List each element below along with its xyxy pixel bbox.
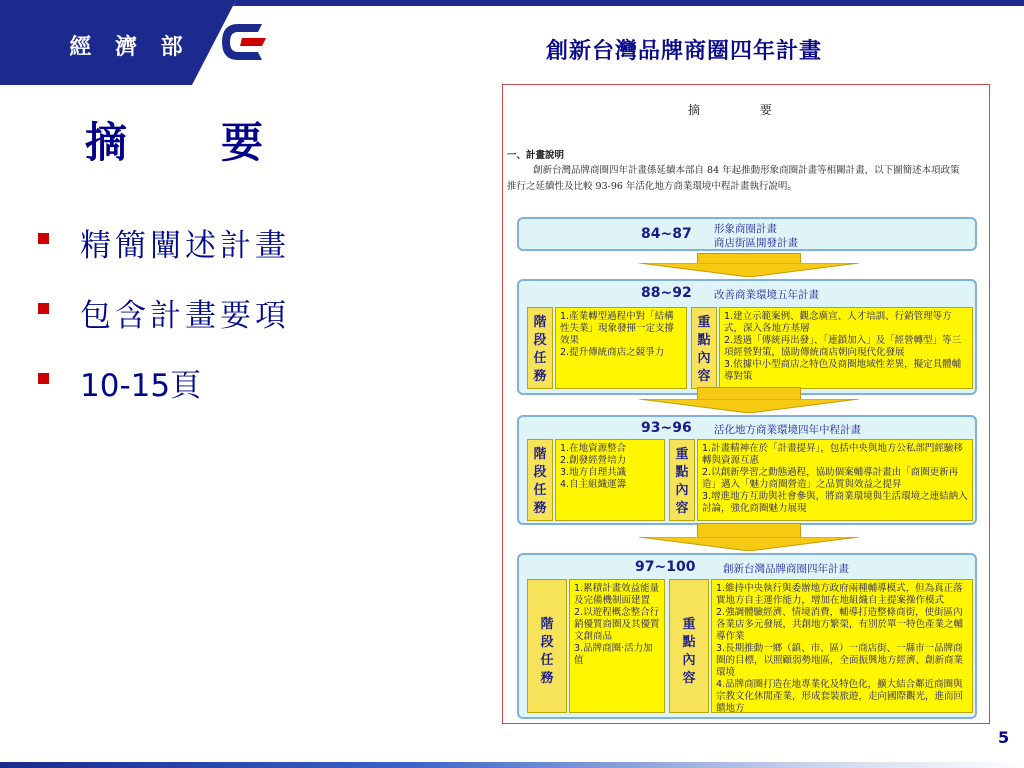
list-item: 2.提升傳統商店之競爭力 — [560, 347, 665, 358]
down-arrow-icon — [639, 387, 859, 415]
list-item: 1.累積計畫效益能量及完備機制面建置 — [574, 583, 660, 606]
phase-box — [517, 279, 977, 395]
phase-box — [517, 553, 977, 719]
focus-label — [669, 579, 709, 713]
focus-label — [669, 439, 695, 521]
list-item: 1.建立示範案例、觀念廣宣、人才培訓、行銷管理等方式，深入各地方基層 — [724, 311, 952, 334]
section-heading: 一、計畫說明 — [507, 150, 565, 161]
focus-items — [697, 439, 973, 521]
bullet-text: 精簡闡述計畫 — [80, 228, 290, 264]
down-arrow-icon — [639, 253, 859, 277]
slide-title-char: 摘 — [85, 118, 142, 167]
stage-label — [527, 439, 553, 521]
list-item: 1.計畫精神在於「計畫提昇」，包括中央與地方公私部門經驗移轉與資源互惠 — [702, 443, 963, 466]
focus-label — [691, 307, 717, 389]
list-item: 3.品牌商圈‧活力加值 — [574, 643, 653, 666]
page-number: 5 — [998, 728, 1010, 747]
focus-label-text: 重點內容 — [682, 617, 696, 686]
list-item: 3.依據中小型商店之特色及商圈地域性差異，擬定具體輔導對策 — [724, 359, 962, 382]
phase-years: 88~92 — [641, 285, 692, 301]
stage-label-text: 階段任務 — [533, 315, 547, 384]
focus-label-text: 重點內容 — [675, 447, 689, 516]
footer-band — [0, 762, 1024, 768]
list-item: 2.透過「傳統再出發」、「連鎖加入」及「經營轉型」等三項經營對策，協助傳統商店朝向現代化發展 — [724, 335, 962, 358]
stage-items — [555, 307, 687, 389]
focus-items — [719, 307, 973, 389]
list-item: 1.產業轉型過程中對「結構性失業」現象發揮一定支撐效果 — [560, 311, 675, 346]
stage-label — [527, 307, 553, 389]
focus-items — [711, 579, 973, 713]
stage-items — [569, 579, 665, 713]
document-title: 摘 要 — [688, 103, 800, 117]
list-item: 1.維持中央執行與委辦地方政府兩種輔導模式，但為真正落實地方自主運作能力，增加在地組織自主提案操作模式 — [716, 583, 963, 606]
bullet-text: 10-15頁 — [80, 368, 202, 404]
phase-name: 形象商圈計畫 — [714, 223, 777, 235]
down-arrow-icon — [639, 523, 859, 553]
slide-title — [85, 110, 357, 170]
list-item: 3.地方自理共識 — [560, 467, 627, 478]
summary-document — [502, 84, 990, 724]
phase-box — [517, 415, 977, 525]
phase-name: 創新台灣品牌商圈四年計畫 — [723, 563, 849, 575]
bullet-square-icon — [38, 373, 49, 384]
list-item: 3.長期推動一鄉（鎮、市、區）一商店街、一縣市一品牌商圈的目標，以照顧弱勢地區，全面振興地方經濟、創新商業環境 — [716, 643, 964, 678]
section-body: 創新台灣品牌商圈四年計畫係延續本部自 84 年起推動形象商圈計畫等相關計畫，以下圖簡述本項政策推行之延續性及比較 93-96 年活化地方商業環境中程計畫執行說明。 — [507, 165, 960, 192]
slide-title-char: 要 — [221, 118, 278, 167]
stage-items — [555, 439, 665, 521]
phase-years: 84~87 — [641, 226, 692, 242]
page-heading: 創新台灣品牌商圈四年計畫 — [546, 38, 823, 64]
ministry-name: 經 濟 部 — [69, 34, 191, 60]
list-item: 2.強調體驗經濟、情境消費，輔導打造整條商街，使街區內各業店多元發展，共創地方繁榮，有別於單一特色產業之輔導作業 — [716, 607, 964, 642]
stage-label — [527, 579, 567, 713]
list-item: 4.品牌商圈打造在地專業化及特色化，擴大結合鄰近商圈與宗教文化休閒產業，形成套裝旅遊，走向國際觀光，進而回饋地方 — [716, 679, 964, 714]
list-item: 4.自主組織運籌 — [560, 479, 627, 490]
phase-years: 93~96 — [641, 420, 692, 436]
list-item: 2.以遊程概念整合行銷優質商圈及其優質文創商品 — [574, 607, 660, 642]
ministry-logo-icon — [212, 10, 276, 74]
list-item: 1.在地資源整合 — [560, 443, 627, 454]
bullet-text: 包含計畫要項 — [80, 298, 290, 334]
stage-label-text: 階段任務 — [540, 617, 554, 686]
focus-label-text: 重點內容 — [697, 315, 711, 384]
phase-years: 97~100 — [635, 559, 696, 575]
phase-name: 改善商業環境五年計畫 — [714, 289, 819, 301]
stage-label-text: 階段任務 — [533, 447, 547, 516]
bullet-square-icon — [38, 233, 49, 244]
list-item: 2.以創新學習之動態過程，協助個案輔導計畫由「商圈更新再造」邁入「魅力商圈營造」之品質與效益之提昇 — [702, 467, 959, 490]
phase-name: 活化地方商業環境四年中程計畫 — [714, 424, 861, 436]
bullet-square-icon — [38, 303, 49, 314]
list-item: 2.創發經營培力 — [560, 455, 627, 466]
phase-name: 商店街區開發計畫 — [714, 237, 798, 249]
list-item: 3.增進地方互助與社會參與，將商業環境與生活環境之連結納入討論，強化商圈魅力展現 — [702, 491, 968, 514]
phase-box — [517, 217, 977, 251]
